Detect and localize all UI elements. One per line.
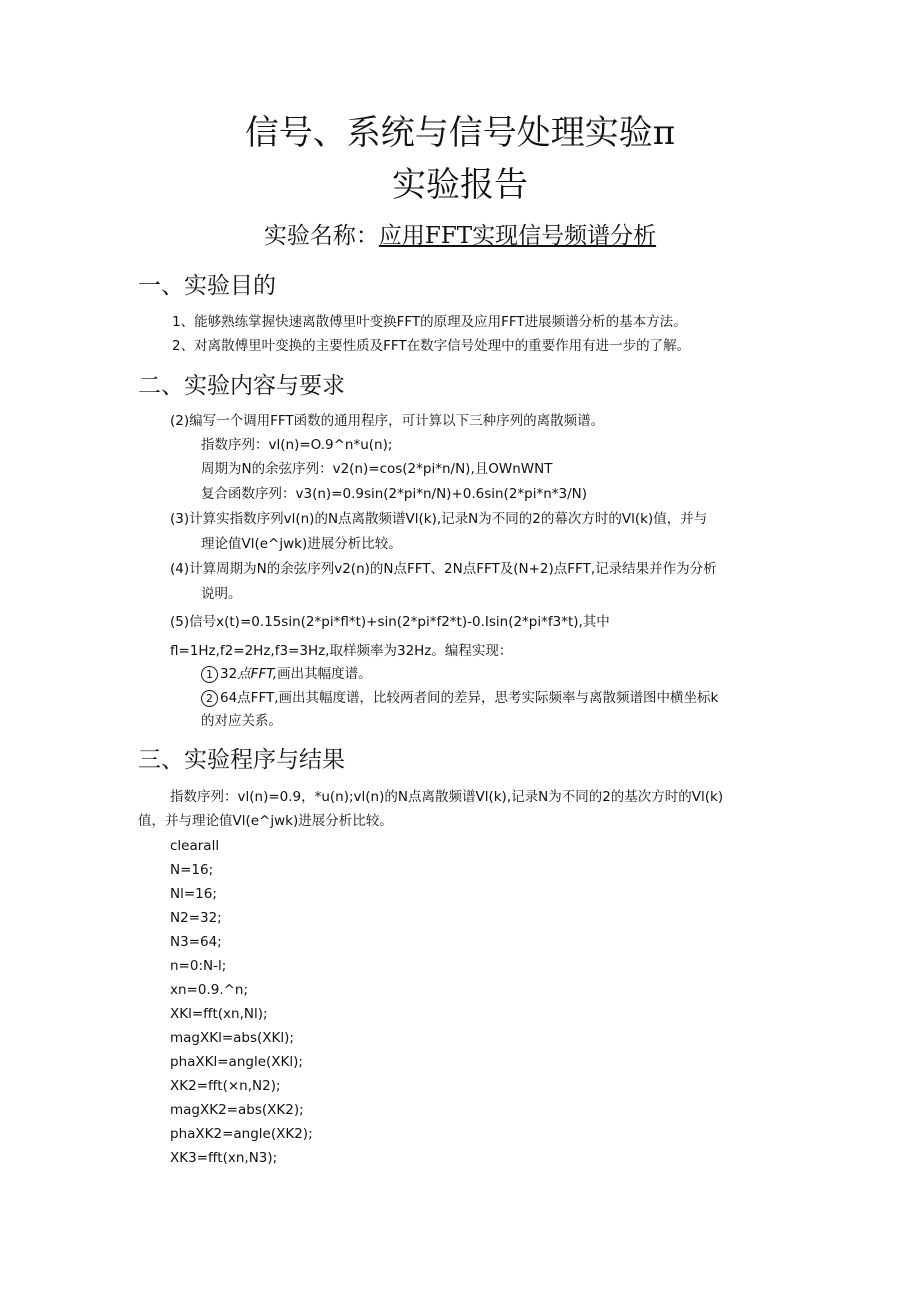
requirement-2-composite: 复合函数序列：v3(n)=0.9sin(2*pi*n∕N)+0.6sin(2*pi*n*3∕N): [201, 486, 588, 502]
requirement-2: (2)编写一个调用FFT函数的通用程序，可计算以下三种序列的离散频谱。: [170, 413, 605, 429]
code-line: phaXKl=angle(XKl);: [170, 1054, 303, 1070]
requirement-2-cosine: 周期为N的余弦序列：v2(n)=cos(2*pi*n∕N),且OWnWNT: [201, 461, 553, 477]
code-line: n=0:N-l;: [170, 958, 227, 974]
code-line: magXK2=abs(XK2);: [170, 1102, 304, 1118]
code-line: Nl=16;: [170, 886, 217, 902]
sub1-italic: 点FFT,: [237, 666, 278, 682]
code-line: phaXK2=angle(XK2);: [170, 1126, 313, 1142]
requirement-5-sub2-line1: [201, 689, 718, 707]
requirement-3-line1: (3)计算实指数序列vl(n)的N点离散频谱Vl(k),记录N为不同的2的幕次方时的Vl(k)值，并与: [170, 511, 708, 527]
section3-intro-line1: 指数序列：vl(n)=0.9，*u(n);vl(n)的N点离散频谱Vl(k),记录N为不同的2的基次方时的Vl(k): [170, 789, 724, 805]
requirement-5-sub2-line2: 的对应关系。: [201, 713, 282, 729]
document-title-line2: 实验报告: [392, 165, 528, 205]
section1-item-1: 1、能够熟练掌握快速离散傅里叶变换FFT的原理及应用FFT进展频谱分析的基本方法。: [172, 314, 687, 330]
requirement-5-line1: (5)信号x(t)=0.15sin(2*pi*fl*t)+sin(2*pi*f2*t)-0.Isin(2*pi*f3*t),其中: [170, 614, 610, 630]
requirement-3-line2: 理论值Vl(e^jwk)进展分析比较。: [201, 536, 402, 552]
section3-intro-line2: 值，并与理论值Vl(e^jwk)进展分析比较。: [138, 813, 393, 829]
code-line: N3=64;: [170, 934, 222, 950]
code-line: XK2=fft(×n,N2);: [170, 1078, 281, 1094]
requirement-4-line2: 说明。: [201, 586, 242, 602]
code-line: clearall: [170, 838, 220, 854]
requirement-5-line2: fl=1Hz,f2=2Hz,f3=3Hz,取样频率为32Hz。编程实现：: [170, 643, 513, 659]
code-line: XKl=fft(xn,Nl);: [170, 1006, 268, 1022]
experiment-name-label: 实验名称：: [263, 223, 379, 249]
document-title-line1: 信号、系统与信号处理实验π: [244, 113, 676, 153]
section1-heading: 一、实验目的: [138, 273, 276, 299]
code-line: xn=0.9.^n;: [170, 982, 249, 998]
requirement-4-line1: (4)计算周期为N的余弦序列v2(n)的N点FFT、2N点FFT及(N+2)点FFT,记录结果并作为分析: [170, 561, 717, 577]
circled-number-1: 1: [201, 666, 218, 683]
section2-heading: 二、实验内容与要求: [138, 373, 345, 399]
code-line: XK3=fft(xn,N3);: [170, 1150, 278, 1166]
requirement-5-sub1: [201, 665, 372, 683]
section1-item-2: 2、对离散傅里叶变换的主要性质及FFT在数字信号处理中的重要作用有进一步的了解。: [172, 338, 691, 354]
code-line: N=16;: [170, 862, 214, 878]
requirement-2-exponential: 指数序列：vl(n)=O.9^n*u(n);: [201, 437, 393, 453]
circled-number-2: 2: [201, 690, 218, 707]
sub2-text: 64点FFT,画出其幅度谱，比较两者间的差异，思考实际频率与离散频谱图中横坐标k: [220, 690, 719, 706]
sub1-num: 32: [220, 666, 238, 682]
sub1-rest: 画出其幅度谱。: [277, 666, 372, 682]
code-line: N2=32;: [170, 910, 222, 926]
experiment-name-line: [0, 222, 920, 250]
section3-heading: 三、实验程序与结果: [138, 747, 345, 773]
experiment-name-value: 应用FFT实现信号频谱分析: [378, 223, 657, 249]
code-line: magXKl=abs(XKl);: [170, 1030, 294, 1046]
